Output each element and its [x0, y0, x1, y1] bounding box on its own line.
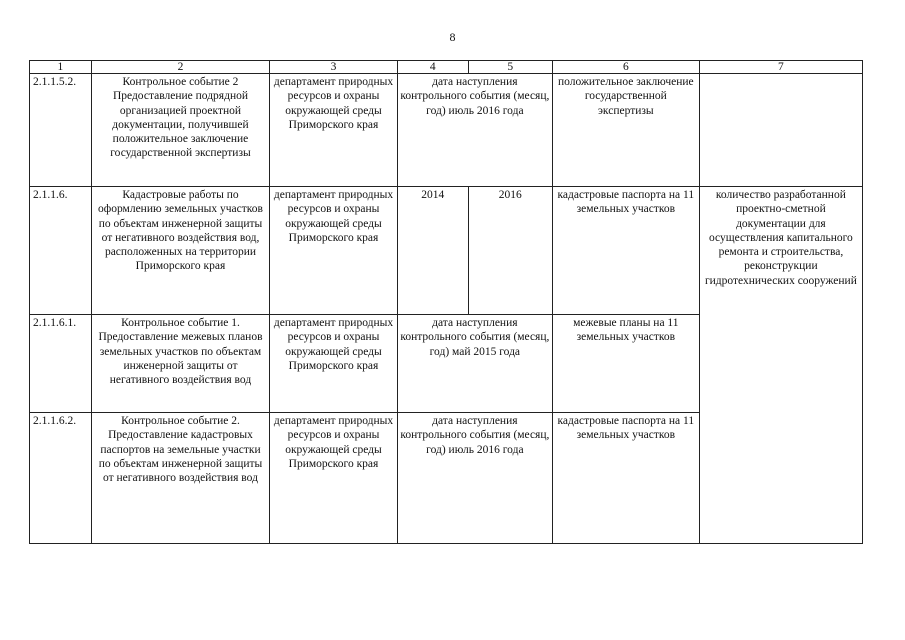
row-number: 2.1.1.6.2. [30, 413, 92, 544]
activity-name: Кадастровые работы по оформлению земельных участков по объектам инженерной защиты от негативного воздействия вод, расположенных на территории Приморского края [91, 187, 269, 315]
header-cell: 6 [552, 61, 699, 74]
executor: департамент природных ресурсов и охраны окружающей среды Приморского края [270, 74, 398, 187]
header-cell: 4 [397, 61, 468, 74]
expected-result: межевые планы на 11 земельных участков [552, 315, 699, 413]
empty-indicator-cell [699, 74, 862, 187]
header-cell: 3 [270, 61, 398, 74]
header-cell: 5 [468, 61, 552, 74]
expected-result: положительное заключение государственной экспертизы [552, 74, 699, 187]
table-row [30, 74, 863, 187]
expected-result: кадастровые паспорта на 11 земельных участков [552, 187, 699, 315]
activity-name: Контрольное событие 2. Предоставление кадастровых паспортов на земельные участки по объектам инженерной защиты от негативного воздействия вод [91, 413, 269, 544]
expected-result: кадастровые паспорта на 11 земельных участков [552, 413, 699, 544]
executor: департамент природных ресурсов и охраны окружающей среды Приморского края [270, 187, 398, 315]
control-event-date: дата наступления контрольного события (месяц, год) май 2015 года [397, 315, 552, 413]
row-number: 2.1.1.6.1. [30, 315, 92, 413]
control-event-date: дата наступления контрольного события (месяц, год) июль 2016 года [397, 413, 552, 544]
row-number: 2.1.1.5.2. [30, 74, 92, 187]
executor: департамент природных ресурсов и охраны окружающей среды Приморского края [270, 315, 398, 413]
header-cell: 2 [91, 61, 269, 74]
start-year: 2014 [397, 187, 468, 315]
header-row [30, 61, 863, 74]
row-number: 2.1.1.6. [30, 187, 92, 315]
end-year: 2016 [468, 187, 552, 315]
activity-name: Контрольное событие 2 Предоставление подрядной организацией проектной документации, получившей положительное заключение государственной экспертизы [91, 74, 269, 187]
header-cell: 1 [30, 61, 92, 74]
header-cell: 7 [699, 61, 862, 74]
page-number: 8 [449, 30, 456, 44]
target-indicator: количество разработанной проектно-сметной документации для осуществления капитального ремонта и строительства, реконструкции гидротехнических сооружений [699, 187, 862, 544]
table-row [30, 187, 863, 315]
control-event-date: дата наступления контрольного события (месяц, год) июль 2016 года [397, 74, 552, 187]
plan-table [29, 60, 863, 544]
executor: департамент природных ресурсов и охраны окружающей среды Приморского края [270, 413, 398, 544]
activity-name: Контрольное событие 1. Предоставление межевых планов земельных участков по объектам инженерной защиты от негативного воздействия вод [91, 315, 269, 413]
